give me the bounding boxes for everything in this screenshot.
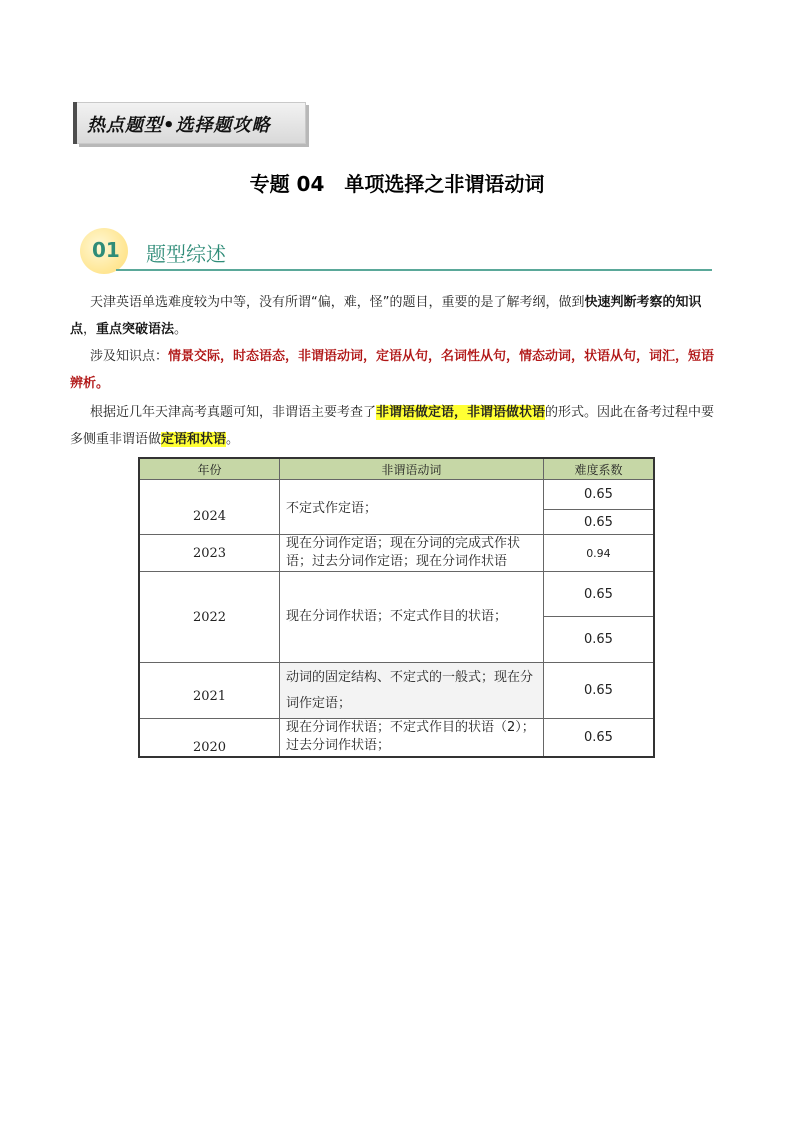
cell-value: 0.65 [543,480,654,510]
para3-highlight-b: 定语和状语 [161,432,227,447]
table-header-row [139,458,654,480]
table-row [139,480,654,510]
banner-label: 热点题型•选择题攻略 [87,115,271,136]
cell-content: 现在分词作状语；不定式作目的状语（2）；过去分词作状语； [279,719,543,757]
para1-text-a: 天津英语单选难度较为中等，没有所谓“偏，难，怪”的题目，重要的是了解考纲，做到 [90,295,585,310]
para3-text-b: 的形式。因此在备考过程中要多侧重非谓语做 [70,405,715,447]
cell-year: 2024 [139,480,279,535]
table-row [139,535,654,572]
cell-value: 0.65 [543,719,654,757]
header-nonfinite-verb: 非谓语动词 [279,458,543,480]
table-row [139,663,654,719]
cell-value: 0.65 [543,663,654,719]
para3-highlight-a: 非谓语做定语，非谓语做状语 [376,405,546,420]
cell-content: 现在分词作状语；不定式作目的状语； [279,572,543,663]
cell-year: 2021 [139,663,279,719]
paragraph-overview [70,289,722,343]
para3-text-a: 根据近几年天津高考真题可知，非谓语主要考查了 [90,405,377,420]
cell-content: 现在分词作定语；现在分词的完成式作状语；过去分词作定语；现在分词作状语 [279,535,543,572]
section-divider [116,269,712,271]
para1-text-c: 。 [174,322,188,337]
table-row [139,719,654,757]
exam-table [138,457,655,758]
cell-year: 2022 [139,572,279,663]
header-difficulty: 难度系数 [543,458,654,480]
para2-topics: 情景交际，时态语态，非谓语动词，定语从句，名词性从句，情态动词，状语从句，词汇，短语辨析。 [70,349,715,391]
cell-value: 0.94 [543,535,654,572]
banner-accent-bar [73,102,77,144]
section-number: 01 [92,238,120,262]
cell-value: 0.65 [543,510,654,535]
cell-year: 2020 [139,719,279,757]
cell-content: 不定式作定语； [279,480,543,535]
para1-bold-b: 重点突破语法 [96,322,175,337]
document-title: 专题 04 单项选择之非谓语动词 [249,172,545,196]
topic-banner [76,102,306,144]
cell-content: 动词的固定结构、不定式的一般式；现在分词作定语； [279,663,543,719]
section-label: 题型综述 [146,242,226,266]
para1-bold-a: 快速判断考察的知识点 [70,295,702,337]
paragraph-knowledge-points [70,343,722,397]
para3-text-c: 。 [226,432,240,447]
para1-text-b: ， [83,322,97,337]
table-row [139,572,654,617]
paragraph-exam-focus [70,399,722,453]
cell-year: 2023 [139,535,279,572]
cell-value: 0.65 [543,617,654,663]
para2-prefix: 涉及知识点： [90,349,169,364]
header-year: 年份 [139,458,279,480]
cell-value: 0.65 [543,572,654,617]
section-header [80,228,712,278]
